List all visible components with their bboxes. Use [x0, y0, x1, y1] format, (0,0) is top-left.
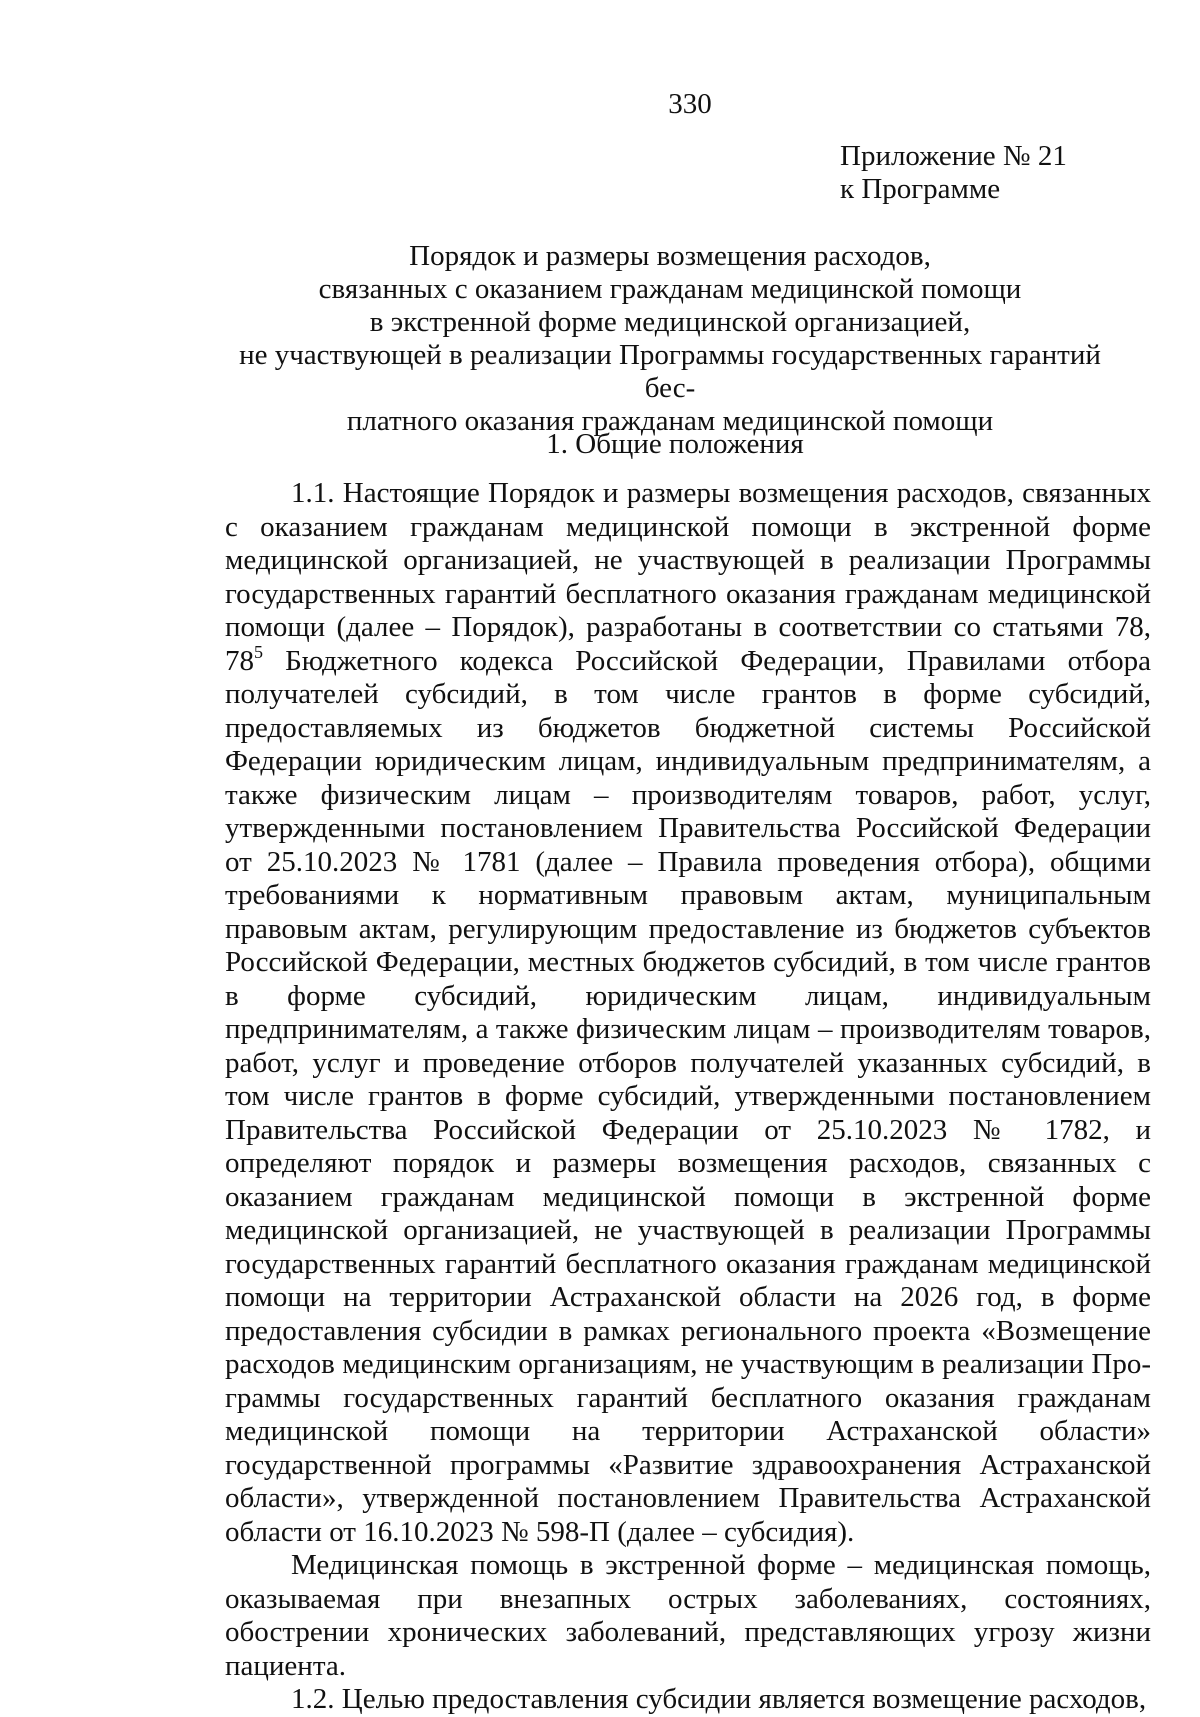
document-body [225, 477, 1151, 1717]
paragraph-emergency-care-definition: Медицинская помощь в экстренной форме – медицинская помощь, оказываемая при внезапных острых заболеваниях, состояниях, обострении хронических заболеваний, представляющих угрозу жизни пациента. [225, 1549, 1151, 1682]
title-line-2: связанных с оказанием гражданам медицинской помощи [318, 273, 1022, 305]
paragraph-1-1 [225, 477, 1151, 1549]
page-number: 330 [668, 88, 712, 120]
document-title [225, 240, 1115, 438]
article-superscript: 5 [254, 641, 263, 662]
appendix-line-1: Приложение № 21 [840, 140, 1067, 172]
title-line-1: Порядок и размеры возмещения расходов, [409, 240, 931, 272]
title-line-4: не участвующей в реализации Программы государственных гарантий бес- [239, 339, 1101, 404]
appendix-reference [840, 140, 1067, 206]
paragraph-1-2: 1.2. Целью предоставления субсидии является возмещение расходов, [291, 1683, 1147, 1715]
paragraph-1-1-text-b: Бюджетного кодекса Российской Федерации, Правилами отбора получателей субсидий, в том числе грантов в форме субсидий, предоставляемых из бюджетов бюджетной системы Российской Федерации юридическим лицам, индивидуальным предпринимателям, а также физическим лицам – производителям товаров, работ, услуг, утвержденными постановлением Правительства Российской Федерации от 25.10.2023 № 1781 (далее – Правила проведения отбора), общими требованиями к нормативным правовым актам, муниципальным правовым актам, регулирующим предоставление из бюджетов субъектов Российской Федерации, местных бюджетов субсидий, в том числе грантов в форме субсидий, юридическим лицам, индивидуальным предпринимателям, а также физическим лицам – производителям товаров, работ, услуг и проведение отборов получателей указанных субсидий, в том числе грантов в форме субсидий, утвержденными постановлением Правительства Российской Федерации от 25.10.2023 № 1782, и определяют порядок и размеры возмещения расходов, связанных с оказанием гражданам медицинской помощи в экстренной форме медицинской организацией, не участвующей в реализации Программы государственных гарантий бесплатного оказания гражданам медицинской помощи на территории Астраханской области на 2026 год, в форме предоставления субсидии в рамках регионального проекта «Возмещение расходов медицинским организациям, не участвующим в реализации Программы государственных гарантий бесплатного оказания гражданам медицинской помощи на территории Астраханской области» государственной программы «Развитие здравоохранения Астраханской области», утвержденной постановлением Правительства Астраханской области от 16.10.2023 № 598-П (далее – субсидия). [225, 644, 1151, 1548]
appendix-line-2: к Программе [840, 173, 1001, 205]
title-line-3: в экстренной форме медицинской организацией, [369, 306, 971, 338]
title-line-5: платного оказания гражданам медицинской помощи [346, 405, 994, 437]
section-heading: 1. Общие положения [546, 428, 804, 460]
paragraph-1-1-text-a: 1.1. Настоящие Порядок и размеры возмещения расходов, связанных с оказанием гражданам медицинской помощи в экстренной форме медицинской организацией, не участвующей в реализации Программы государственных гарантий бесплатного оказания гражданам медицинской помощи (далее – Порядок), разработаны в соответствии со статьями 78, 78 [225, 477, 1151, 677]
